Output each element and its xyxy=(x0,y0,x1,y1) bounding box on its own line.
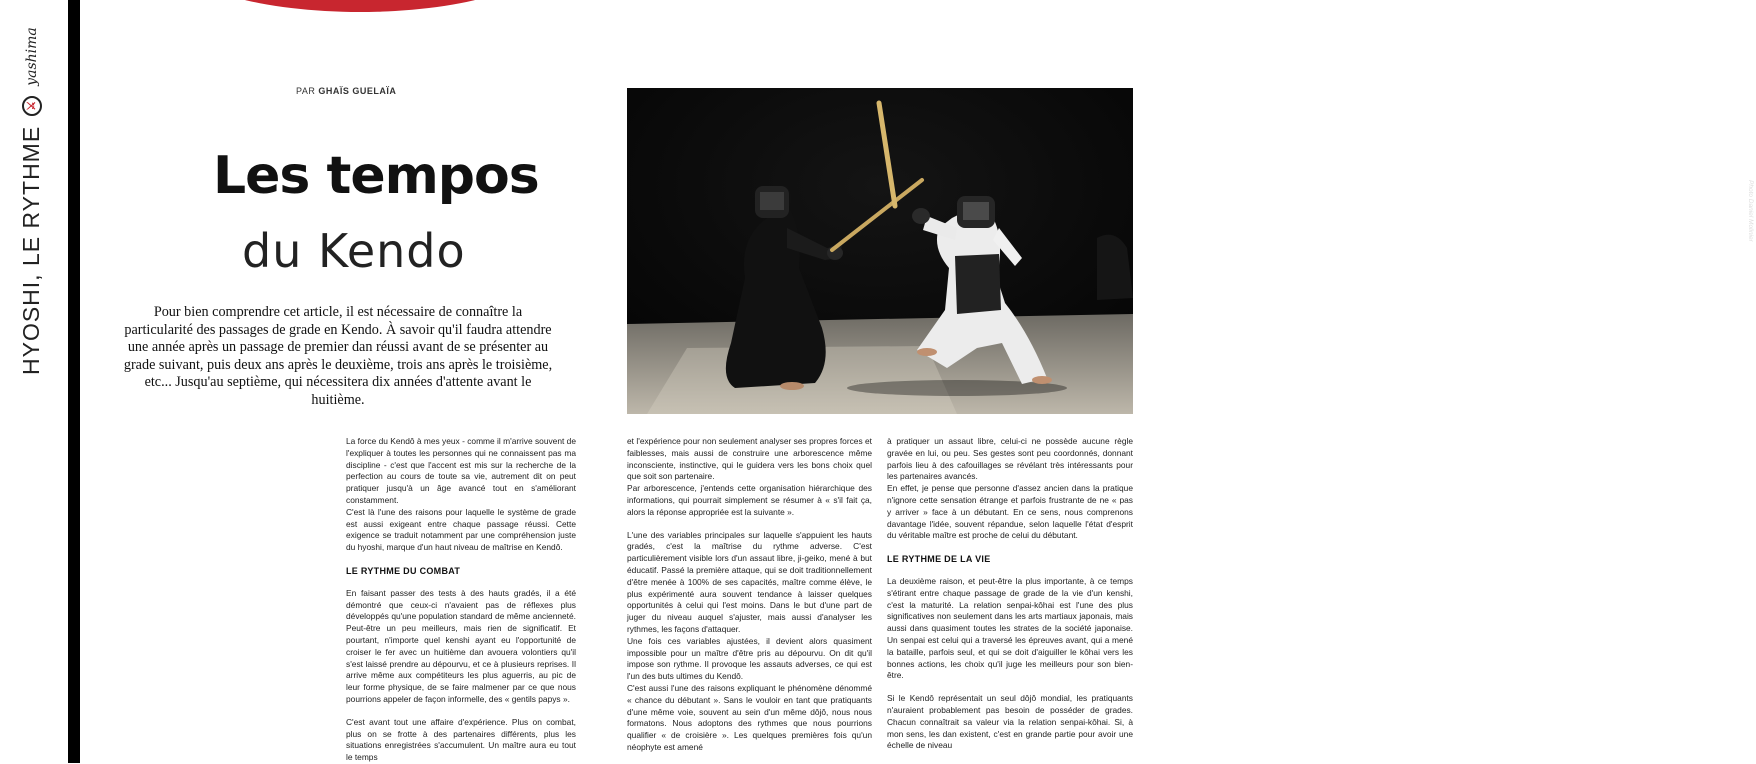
paragraph: C'est là l'une des raisons pour laquelle le système de grade est aussi exigeant entre chaque passage réussi. Cette exigence se traduit notamment par une compréhension juste du hyoshi, marque d'un haut niveau de maîtrise en Kendô. xyxy=(346,506,576,553)
paragraph: Si le Kendô représentait un seul dôjô mondial, les pratiquants n'auraient probablement pas besoin de posséder de grades. Chacun connaîtrait sa valeur via la relation senpai-kôhai. Si, à mon sens, les dan existent, c'est en grande partie pour avoir une échelle de niveau xyxy=(887,693,1133,751)
side-running-head xyxy=(18,27,58,415)
yashima-logo-icon: ⚔ xyxy=(22,96,42,116)
paragraph: C'est avant tout une affaire d'expérience. Plus on combat, plus on se frotte à des partenaires différents, plus les situations enregistrées s'accumulent. Un maître aura eu tout le temps xyxy=(346,716,576,763)
byline xyxy=(296,86,396,96)
side-title: HYOSHI, LE RYTHME xyxy=(18,125,44,375)
text-column-3 xyxy=(887,436,1133,752)
paragraph: En faisant passer des tests à des hauts gradés, il a été démontré que ceux-ci n'avaient pas de réflexes plus développés qu'une population standard de même ancienneté. Peut-être un peu meilleurs, mais rien de significatif. Et pourtant, n'importe quel kenshi ayant eu l'opportunité de croiser le fer avec un huitième dan avouera volontiers qu'il s'est laissé prendre au dépourvu, et ce à plusieurs reprises. Il arrive même aux compétiteurs les plus aguerris, au pic de leur forme physique, de se faire malmener par ce que nous pourrions appeler de façon informelle, des « gentils papys ». xyxy=(346,587,576,704)
paragraph: La force du Kendô à mes yeux - comme il m'arrive souvent de l'expliquer à toutes les personnes qui ne connaissent pas ma discipline - c'est que l'accent est mis sur la recherche de la perfection au cours de toute sa vie, autrement dit on peut pratiquer jusqu'à un âge avancé tout en s'améliorant constamment. xyxy=(346,436,576,505)
paragraph: L'une des variables principales sur laquelle s'appuient les hauts gradés, c'est la maîtrise du rythme adverse. C'est particulièrement visible lors d'un assaut libre, ji-geiko, mené à but éducatif. Passé la première attaque, qui se doit traditionnellement d'être menée à 100% de ses capacités, maître comme élève, le plus expérimenté aura souvent tendance à laisser quelques opportunités à celui qui l'est moins. Dans le but d'une part de juger du niveau auquel s'ajuster, mais aussi d'analyser les rythmes, les façons d'attaquer. xyxy=(627,529,872,634)
paragraph: Par arborescence, j'entends cette organisation hiérarchique des informations, qui pourrait simplement se résumer à « s'il fait ça, alors la réponse appropriée est la suivante ». xyxy=(627,483,872,517)
brand-name: yashima xyxy=(23,27,40,86)
paragraph: Une fois ces variables ajustées, il devient alors quasiment impossible pour un maître d'être pris au dépourvu. On dit qu'il impose son rythme. Il provoque les assauts adverses, ce qui est l'un des buts ultimes du Kendô. xyxy=(627,635,872,682)
paragraph: et l'expérience pour non seulement analyser ses propres forces et faiblesses, mais aussi de construire une arborescence même inconsciente, instinctive, qui le guidera vers les bons choix quel que soit son partenaire. xyxy=(627,436,872,482)
page-edge-bar xyxy=(68,0,80,763)
paragraph: à pratiquer un assaut libre, celui-ci ne possède aucune règle gravée en lui, ou peu. Ses gestes sont peu coordonnés, donnant parfois lieu à des cafouillages se révélant très intéressants pour les partenaires avancés. xyxy=(887,436,1133,482)
text-column-2 xyxy=(627,436,872,754)
photo-credit-text: Photo Daniel Molinier xyxy=(1747,180,1754,242)
article-intro: Pour bien comprendre cet article, il est nécessaire de connaître la particularité des passages de grade en Kendo. À savoir qu'il faudra attendre une année après un passage de premier dan réussi avant de se présenter au grade suivant, puis deux ans après le deuxième, trois ans après le troisième, etc... Jusqu'au septième, qui nécessitera dix années d'attente avant le huitième. xyxy=(123,304,553,408)
article-title: Les tempos xyxy=(213,146,539,206)
photo-credit xyxy=(1744,180,1756,250)
text-column-1 xyxy=(346,436,576,764)
paragraph: C'est aussi l'une des raisons expliquant le phénomène dénommé « chance du débutant ». Sans le vouloir en tant que pratiquants d'une même voie, souvent au sein d'un même dôjô, nous nous formatons. Nous adoptons des rythmes que nous pourrions qualifier « de croisière ». Les quelques premières fois qu'un néophyte est amené xyxy=(627,682,872,752)
section-heading: LE RYTHME DE LA VIE xyxy=(887,554,991,565)
paragraph: La deuxième raison, et peut-être la plus importante, à ce temps s'étirant entre chaque passage de grade de la vie d'un kenshi, c'est la maturité. La relation senpai-kôhai est l'une des plus significatives non seulement dans les arts martiaux japonais, mais aussi dans quasiment toutes les strates de la société japonaise. Un senpai est celui qui a traversé les épreuves avant, qui a mené la bataille, parfois seul, et qui se doit d'aiguiller le kôhai vers les bonnes actions, les choix qu'il juge les meilleurs pour son bien-être. xyxy=(887,575,1133,681)
byline-prefix: PAR xyxy=(296,86,316,96)
header-decoration xyxy=(180,0,540,12)
article-subtitle: du Kendo xyxy=(242,224,466,278)
kendo-photo xyxy=(627,88,1754,414)
paragraph: En effet, je pense que personne d'assez ancien dans la pratique n'ignore cette sensation étrange et parfois frustrante de ne « pas y arriver » face à un débutant. En ce sens, nous comprenons davantage l'idée, souvent répandue, selon laquelle l'état d'esprit du véritable maître est proche de celui du débutant. xyxy=(887,483,1133,541)
section-heading: LE RYTHME DU COMBAT xyxy=(346,565,461,576)
byline-author: GHAÏS GUELAÏA xyxy=(318,86,397,96)
